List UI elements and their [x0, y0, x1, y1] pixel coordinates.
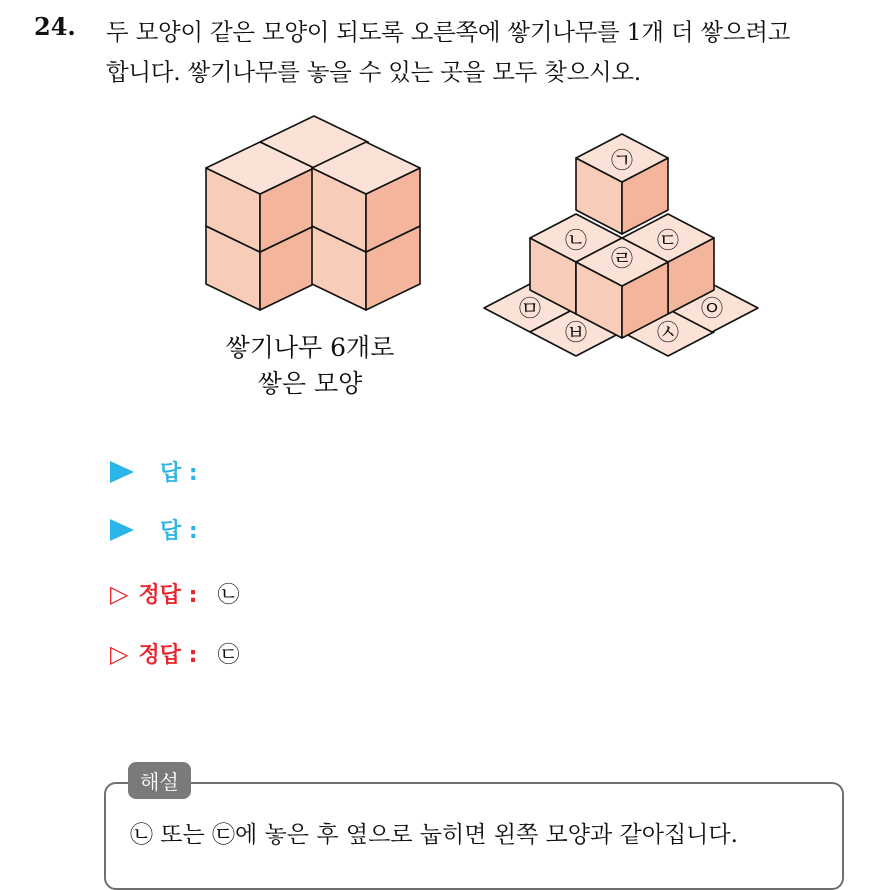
correct-value-1: ㉡: [217, 583, 240, 608]
position-label: ㉡: [564, 229, 588, 254]
explanation-text: ㉡ 또는 ㉢에 놓은 후 옆으로 눕히면 왼쪽 모양과 같아집니다.: [130, 822, 738, 848]
question-number: 24.: [34, 12, 76, 41]
question-line-2: 합니다. 쌓기나무를 놓을 수 있는 곳을 모두 찾으시오.: [106, 58, 641, 86]
position-label: ㉥: [564, 321, 588, 346]
left-block-stack: [206, 116, 420, 310]
position-label: ㉢: [656, 229, 680, 254]
play-arrow-icon: [110, 461, 134, 483]
play-arrow-icon: [110, 519, 134, 541]
correct-row-2: [110, 638, 239, 669]
correct-label-1: 정답 :: [138, 583, 198, 608]
block-figures: [0, 0, 884, 420]
position-label: ㉣: [610, 247, 634, 272]
position-label: ㉧: [700, 297, 724, 322]
position-label: ㉤: [518, 297, 542, 322]
caption-line-1: 쌓기나무 6개로: [225, 333, 395, 362]
caption-line-2: 쌓은 모양: [257, 369, 363, 398]
outline-triangle-icon: ▷: [110, 579, 129, 608]
position-label: ㉦: [656, 321, 680, 346]
answer-row-1[interactable]: [110, 456, 218, 487]
position-label: ㉠: [610, 149, 634, 174]
answer-label-2: 답 :: [160, 519, 198, 544]
outline-triangle-icon: ▷: [110, 639, 129, 668]
correct-row-1: [110, 578, 239, 609]
question-line-1: 두 모양이 같은 모양이 되도록 오른쪽에 쌓기나무를 1개 더 쌓으려고: [106, 18, 791, 46]
explanation-tag: 해설: [128, 762, 191, 799]
correct-label-2: 정답 :: [138, 643, 198, 668]
figure-caption: [190, 330, 430, 402]
correct-value-2: ㉢: [217, 643, 240, 668]
answer-label-1: 답 :: [160, 461, 198, 486]
answer-row-2[interactable]: [110, 514, 218, 545]
